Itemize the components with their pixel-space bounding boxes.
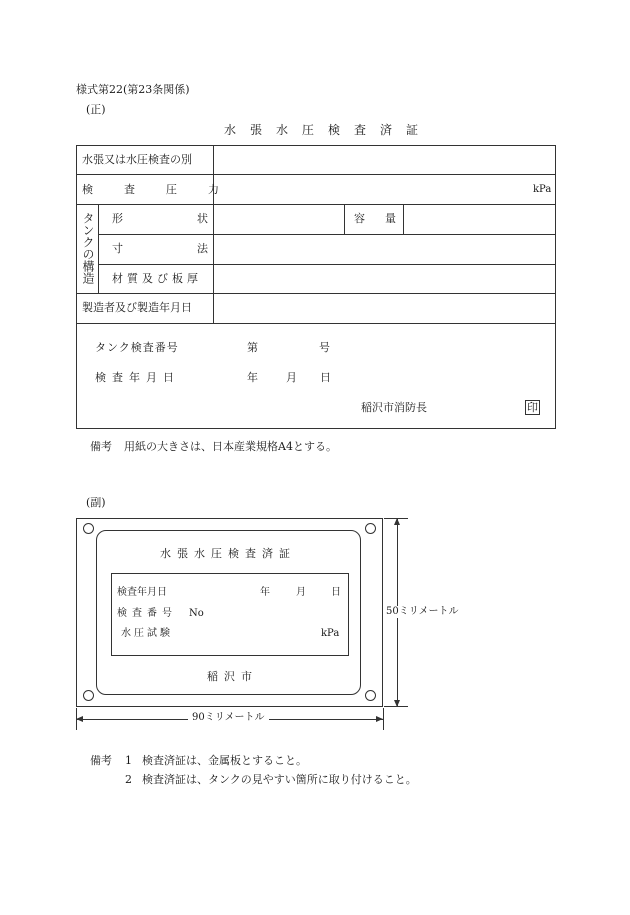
hole-top-left (83, 523, 94, 534)
plate-pressure-unit: kPa (321, 628, 340, 639)
shape-label: 形状 (112, 212, 282, 225)
number-prefix: 第 (247, 341, 258, 354)
height-arrow-up (394, 518, 400, 525)
plate-date-year: 年 (260, 587, 270, 598)
inspection-type-label: 水張又は水圧検査の別 (82, 153, 192, 166)
date-day: 日 (320, 371, 331, 384)
note2-item2-number: 2 (125, 773, 132, 786)
test-pressure-label (82, 183, 250, 196)
dimensions-label: 寸法 (112, 242, 282, 255)
inspection-date-label: 検査年月日 (95, 371, 180, 384)
number-suffix: 号 (319, 341, 330, 354)
tank-number-label: タンク検査番号 (95, 341, 179, 354)
plate-city: 稲沢市 (207, 670, 258, 683)
document-title: 水張水圧検査済証 (224, 123, 433, 137)
plate-number-abbr: No (189, 608, 204, 619)
pressure-unit: kPa (533, 184, 552, 195)
front-side-label: (正) (86, 103, 106, 116)
width-arrow-right (376, 716, 383, 722)
width-arrow-left (76, 716, 83, 722)
height-dimension-label: 50ミリメートル (386, 606, 459, 617)
note2-item1-number: 1 (125, 754, 132, 767)
maker-label: 製造者及び製造年月日 (82, 301, 192, 314)
note2-item1-text: 検査済証は、金属板とすること。 (142, 754, 307, 767)
test-pressure-label-text: 検査圧力 (82, 183, 250, 196)
note1-label: 備考 (90, 440, 112, 453)
form-number: 様式第22(第23条関係) (76, 83, 190, 96)
note1-text: 用紙の大きさは、日本産業規格A4とする。 (124, 440, 337, 453)
plate-pressure-label: 水圧試験 (121, 628, 173, 639)
hole-top-right (365, 523, 376, 534)
date-year: 年 (247, 371, 258, 384)
tank-structure-label: タンクの構造 (81, 212, 95, 284)
note2-label: 備考 (90, 754, 112, 767)
plate-number-label: 検査番号 (117, 608, 177, 619)
hole-bottom-right (365, 690, 376, 701)
plate-date-month: 月 (296, 587, 306, 598)
note2-item2-text: 検査済証は、タンクの見やすい箇所に取り付けること。 (142, 773, 417, 786)
plate-date-label: 検査年月日 (117, 587, 167, 598)
material-label: 材質及び板厚 (112, 272, 202, 285)
seal-mark: 印 (527, 401, 538, 414)
plate-date-day: 日 (331, 587, 341, 598)
plate-title: 水張水圧検査済証 (160, 547, 296, 560)
width-dimension-label: 90ミリメートル (188, 713, 269, 723)
capacity-label: 容量 (354, 212, 416, 225)
date-month: 月 (286, 371, 297, 384)
hole-bottom-left (83, 690, 94, 701)
issuer-name: 稲沢市消防長 (361, 401, 427, 414)
copy-side-label: (副) (86, 496, 106, 509)
